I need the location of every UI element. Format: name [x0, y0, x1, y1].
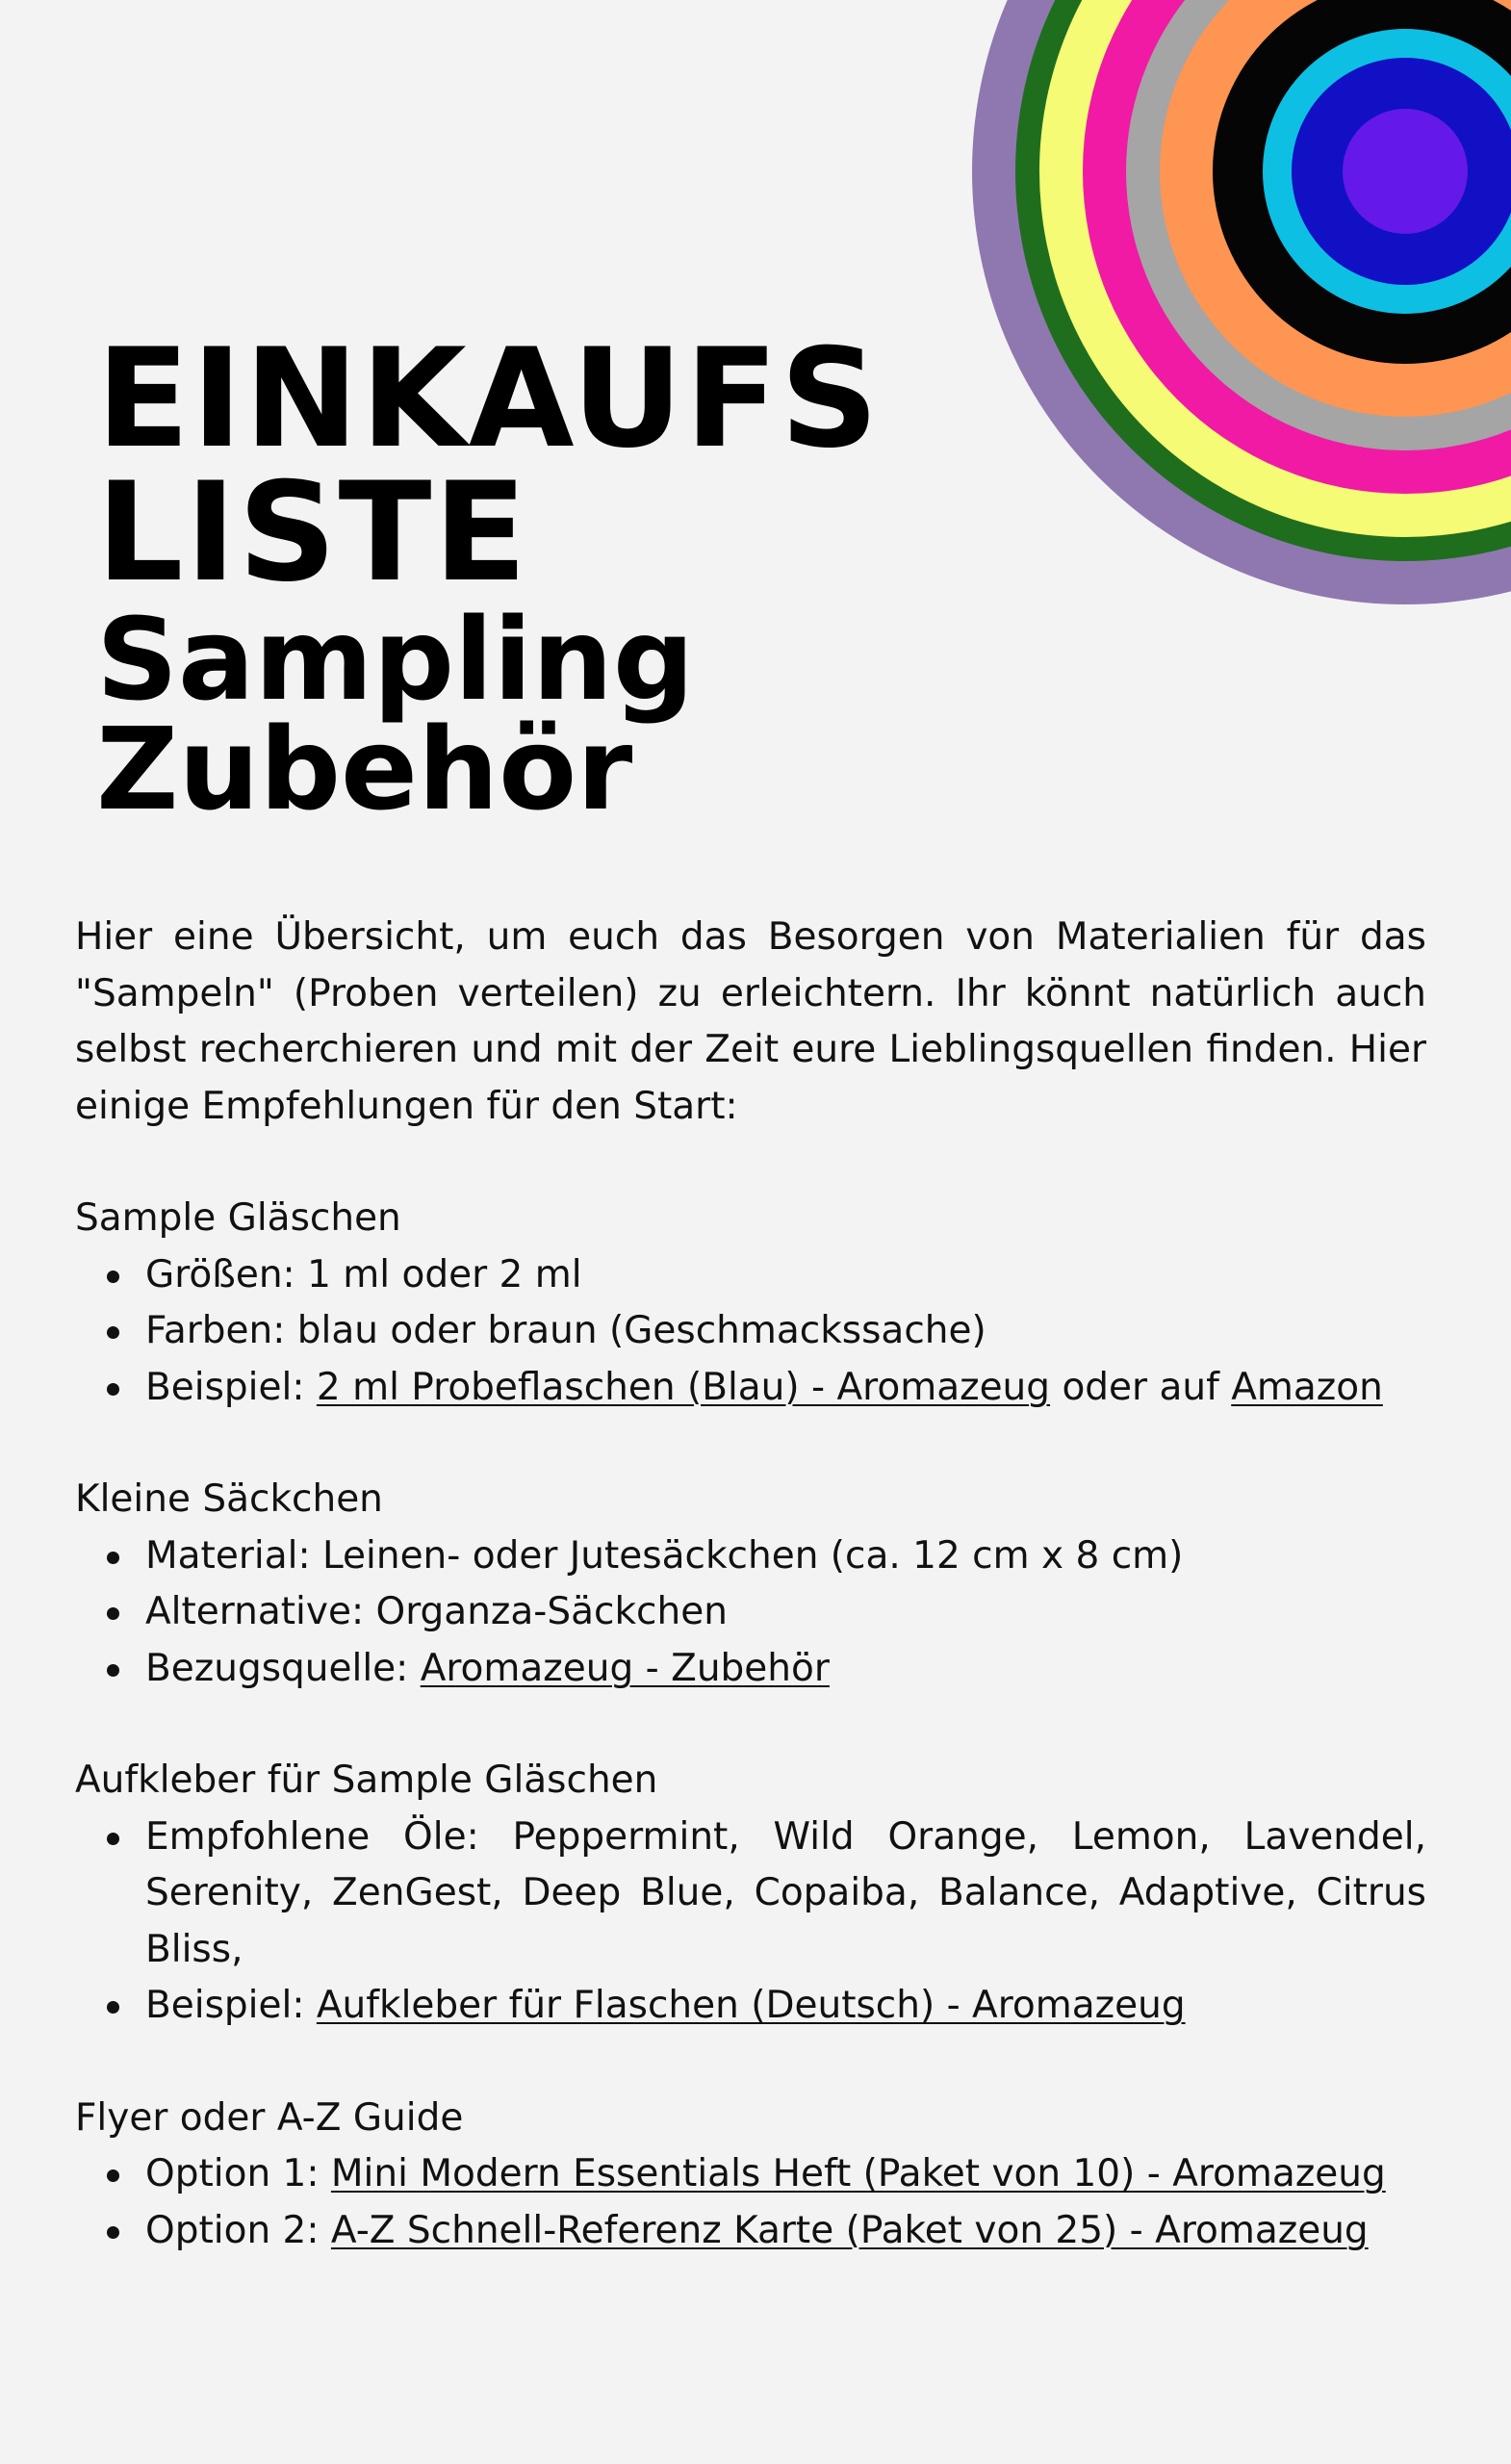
list-item	[145, 1641, 1426, 1698]
ring-violet	[1343, 109, 1468, 234]
item-prefix: Option 2:	[145, 2208, 331, 2252]
section-kleine-saeckchen	[75, 1472, 1426, 1697]
title-block	[96, 320, 1059, 835]
link-amazon[interactable]: Amazon	[1231, 1365, 1383, 1409]
ring-blue	[1292, 58, 1511, 285]
section-flyer	[75, 2091, 1426, 2260]
bullet-list	[75, 1247, 1426, 1417]
section-title: Kleine Säckchen	[75, 1477, 383, 1521]
bullet-list	[75, 1528, 1426, 1698]
ring-yellow	[1039, 0, 1511, 537]
ring-black	[1213, 0, 1511, 364]
item-prefix: Beispiel:	[145, 1984, 317, 2027]
section-sample-glaeschen	[75, 1191, 1426, 1416]
ring-orange	[1160, 0, 1511, 417]
ring-dark-green	[1015, 0, 1511, 561]
list-item: Empfohlene Öle: Peppermint, Wild Orange, Lemon, Lavendel, Serenity, ZenGest, Deep Blue, Copaiba, Balance, Adaptive, Citrus Bliss,	[145, 1810, 1426, 1979]
list-item	[145, 2146, 1426, 2203]
item-prefix: Beispiel:	[145, 1365, 317, 1409]
content	[75, 910, 1426, 2259]
ring-cyan	[1263, 29, 1511, 314]
list-item	[145, 1360, 1426, 1417]
bullet-list	[75, 2146, 1426, 2259]
link-probeflaschen[interactable]: 2 ml Probeflaschen (Blau) - Aromazeug	[316, 1365, 1051, 1409]
link-a-z-referenz[interactable]: A-Z Schnell-Referenz Karte (Paket von 25) - Aromazeug	[330, 2208, 1369, 2252]
bullet-list	[75, 1810, 1426, 2035]
item-prefix: Option 1:	[145, 2152, 331, 2195]
title-line-einkaufs: EINKAUFS	[96, 320, 881, 478]
link-mini-modern-essentials[interactable]: Mini Modern Essentials Heft (Paket von 10) - Aromazeug	[330, 2152, 1386, 2195]
link-aufkleber[interactable]: Aufkleber für Flaschen (Deutsch) - Aromazeug	[316, 1984, 1186, 2027]
subtitle-line-sampling: Sampling	[96, 593, 695, 726]
subtitle-line-zubehoer: Zubehör	[96, 703, 633, 835]
list-item: Größen: 1 ml oder 2 ml	[145, 1247, 1426, 1304]
list-item	[145, 1978, 1426, 2035]
link-aromazeug-zubehoer[interactable]: Aromazeug - Zubehör	[420, 1646, 830, 1690]
section-aufkleber	[75, 1753, 1426, 2035]
list-item: Alternative: Organza-Säckchen	[145, 1584, 1426, 1641]
title-line-liste: LISTE	[96, 453, 529, 612]
item-prefix: Bezugsquelle:	[145, 1646, 421, 1690]
ring-gray	[1126, 0, 1511, 450]
ring-magenta	[1083, 0, 1511, 494]
list-item: Material: Leinen- oder Jutesäckchen (ca. 12 cm x 8 cm)	[145, 1528, 1426, 1585]
section-title: Aufkleber für Sample Gläschen	[75, 1758, 658, 1802]
section-title: Sample Gläschen	[75, 1196, 401, 1240]
list-item: Farben: blau oder braun (Geschmackssache)	[145, 1303, 1426, 1360]
section-title: Flyer oder A-Z Guide	[75, 2095, 464, 2140]
intro-paragraph: Hier eine Übersicht, um euch das Besorgen von Materialien für das "Sampeln" (Proben verteilen) zu erleichtern. Ihr könnt natürlich auch selbst recherchieren und mit der Zeit eure Lieblingsquellen finden. Hier einige Empfehlungen für den Start:	[75, 915, 1426, 1128]
item-middle: oder auf	[1050, 1365, 1232, 1409]
list-item	[145, 2203, 1426, 2260]
